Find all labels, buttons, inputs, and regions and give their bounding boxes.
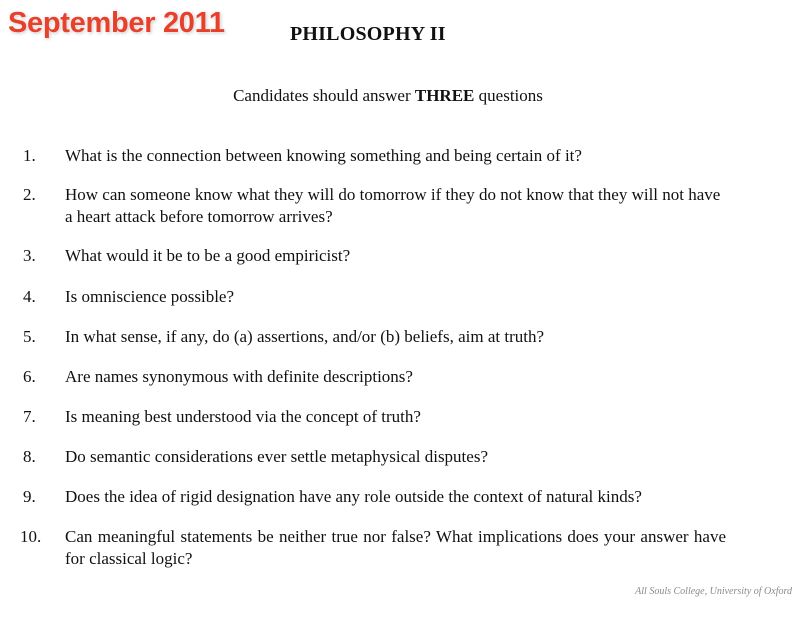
question-item — [20, 145, 726, 167]
question-number: 3. — [23, 246, 36, 265]
question-item — [20, 366, 726, 388]
question-number: 7. — [23, 407, 36, 426]
question-item — [20, 184, 726, 228]
question-text: Does the idea of rigid designation have any role outside the context of natural kinds? — [65, 487, 642, 506]
question-text: Is meaning best understood via the concept of truth? — [65, 407, 421, 426]
question-text: Are names synonymous with definite descriptions? — [65, 367, 413, 386]
question-text: How can someone know what they will do tomorrow if they do not know that they will not have a heart attack before tomorrow arrives? — [65, 185, 721, 226]
instructions-prefix: Candidates should answer — [233, 86, 415, 105]
question-text: What would it be to be a good empiricist? — [65, 246, 351, 265]
question-number: 10. — [20, 527, 42, 546]
question-text: What is the connection between knowing something and being certain of it? — [65, 146, 582, 165]
instructions-suffix: questions — [474, 86, 543, 105]
date-stamp: September 2011 — [8, 7, 225, 39]
question-item — [20, 486, 726, 508]
question-number: 1. — [23, 146, 36, 165]
page-title: PHILOSOPHY II — [290, 23, 446, 45]
question-item — [20, 446, 726, 468]
question-item — [20, 245, 726, 267]
question-text: Is omniscience possible? — [65, 287, 235, 306]
question-text: Can meaningful statements be neither true nor false? What implications does your answer have for classical logic? — [65, 527, 726, 568]
question-number: 8. — [23, 447, 36, 466]
question-number: 9. — [23, 487, 36, 506]
question-text: Do semantic considerations ever settle metaphysical disputes? — [65, 447, 488, 466]
question-item — [20, 406, 726, 428]
source-credit: All Souls College, University of Oxford — [635, 586, 792, 597]
question-text: In what sense, if any, do (a) assertions, and/or (b) beliefs, aim at truth? — [65, 327, 544, 346]
question-number: 5. — [23, 327, 36, 346]
question-number: 2. — [23, 185, 36, 204]
question-number: 6. — [23, 367, 36, 386]
question-item — [20, 526, 726, 570]
question-item — [20, 326, 726, 348]
question-number: 4. — [23, 287, 36, 306]
instructions-emphasis: THREE — [414, 86, 475, 105]
question-item — [20, 286, 726, 308]
